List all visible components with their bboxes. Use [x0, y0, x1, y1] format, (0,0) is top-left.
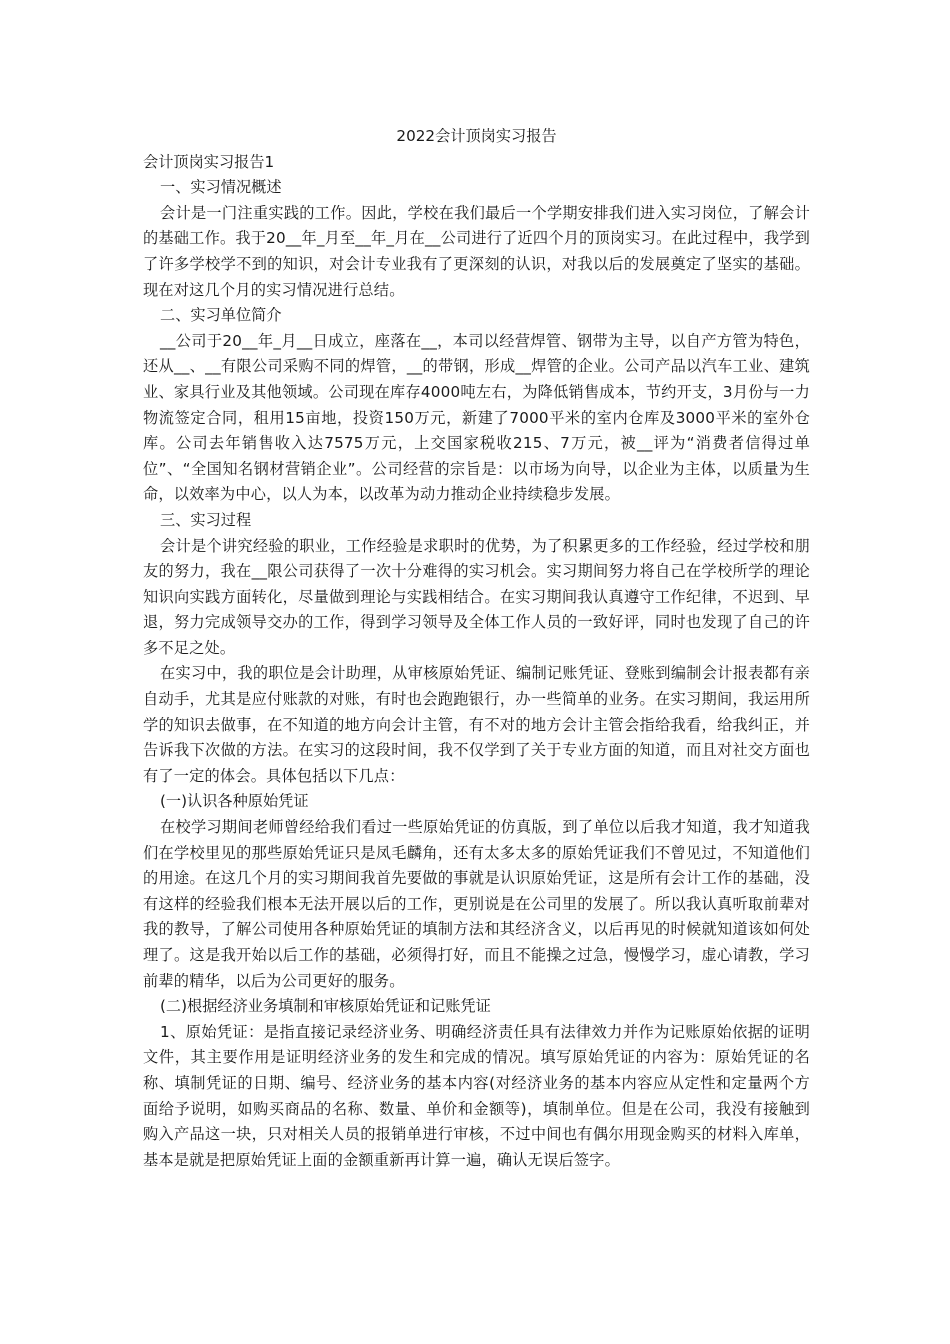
subsection-heading: (二)根据经济业务填制和审核原始凭证和记账凭证 [160, 997, 491, 1016]
document-body [143, 124, 810, 1173]
document-title: 2022会计顶岗实习报告 [396, 127, 557, 145]
paragraph: 1、原始凭证：是指直接记录经济业务、明确经济责任具有法律效力并作为记账原始依据的证明文件，其主要作用是证明经济业务的发生和完成的情况。填写原始凭证的内容为：原始凭证的名称、填制凭证的日期、编号、经济业务的基本内容(对经济业务的基本内容应从定性和定量两个方面给予说明，如购买商品的名称、数量、单价和金额等)，填制单位。但是在公司，我没有接触到购入产品这一块，只对相关人员的报销单进行审核，不过中间也有偶尔用现金购买的材料入库单，基本是就是把原始凭证上面的金额重新再计算一遍，确认无误后签字。 [143, 1022, 810, 1169]
paragraph: 会计是一门注重实践的工作。因此，学校在我们最后一个学期安排我们进入实习岗位，了解会计的基础工作。我于20__年_月至__年_月在__公司进行了近四个月的顶岗实习。在此过程中，我学到了许多学校学不到的知识，对会计专业我有了更深刻的认识，对我以后的发展奠定了坚实的基础。现在对这几个月的实习情况进行总结。 [143, 203, 810, 299]
section-heading: 一、实习情况概述 [160, 178, 282, 197]
section-heading: 二、实习单位简介 [160, 306, 282, 325]
paragraph: __公司于20__年_月__日成立，座落在__，本司以经营焊管、钢带为主导，以自产方管为特色，还从__、__有限公司采购不同的焊管，__的带钢，形成__焊管的企业。公司产品以汽车工业、建筑业、家具行业及其他领域。公司现在库存4000吨左右，为降低销售成本，节约开支，3月份与一力物流签定合同，租用15亩地，投资150万元，新建了7000平米的室内仓库及3000平米的室外仓库。公司去年销售收入达7575万元，上交国家税收215、7万元，被__评为“消费者信得过单位”、“全国知名钢材营销企业”。公司经营的宗旨是：以市场为向导，以企业为主体，以质量为生命，以效率为中心，以人为本，以改革为动力推动企业持续稳步发展。 [143, 331, 810, 504]
paragraph: 会计是个讲究经验的职业，工作经验是求职时的优势，为了积累更多的工作经验，经过学校和朋友的努力，我在__限公司获得了一次十分难得的实习机会。实习期间努力将自己在学校所学的理论知识向实践方面转化，尽量做到理论与实践相结合。在实习期间我认真遵守工作纪律，不迟到、早退，努力完成领导交办的工作，得到学习领导及全体工作人员的一致好评，同时也发现了自己的许多不足之处。 [143, 536, 810, 657]
report-subtitle: 会计顶岗实习报告1 [143, 152, 275, 171]
paragraph: 在校学习期间老师曾经给我们看过一些原始凭证的仿真版，到了单位以后我才知道，我才知道我们在学校里见的那些原始凭证只是凤毛麟角，还有太多太多的原始凭证我们不曾见过，不知道他们的用途。在这几个月的实习期间我首先要做的事就是认识原始凭证，这是所有会计工作的基础，没有这样的经验我们根本无法开展以后的工作，更别说是在公司里的发展了。所以我认真听取前辈对我的教导，了解公司使用各种原始凭证的填制方法和其经济含义，以后再见的时候就知道该如何处理了。这是我开始以后工作的基础，必须得打好，而且不能操之过急，慢慢学习，虚心请教，学习前辈的精华，以后为公司更好的服务。 [143, 818, 810, 990]
subsection-heading: (一)认识各种原始凭证 [160, 792, 309, 811]
section-heading: 三、实习过程 [160, 510, 252, 529]
paragraph: 在实习中，我的职位是会计助理，从审核原始凭证、编制记账凭证、登账到编制会计报表都有亲自动手，尤其是应付账款的对账，有时也会跑跑银行，办一些简单的业务。在实习期间，我运用所学的知识去做事，在不知道的地方向会计主管，有不对的地方会计主管会指给我看，给我纠正，并告诉我下次做的方法。在实习的这段时间，我不仅学到了关于专业方面的知道，而且对社交方面也有了一定的体会。具体包括以下几点： [143, 664, 810, 785]
